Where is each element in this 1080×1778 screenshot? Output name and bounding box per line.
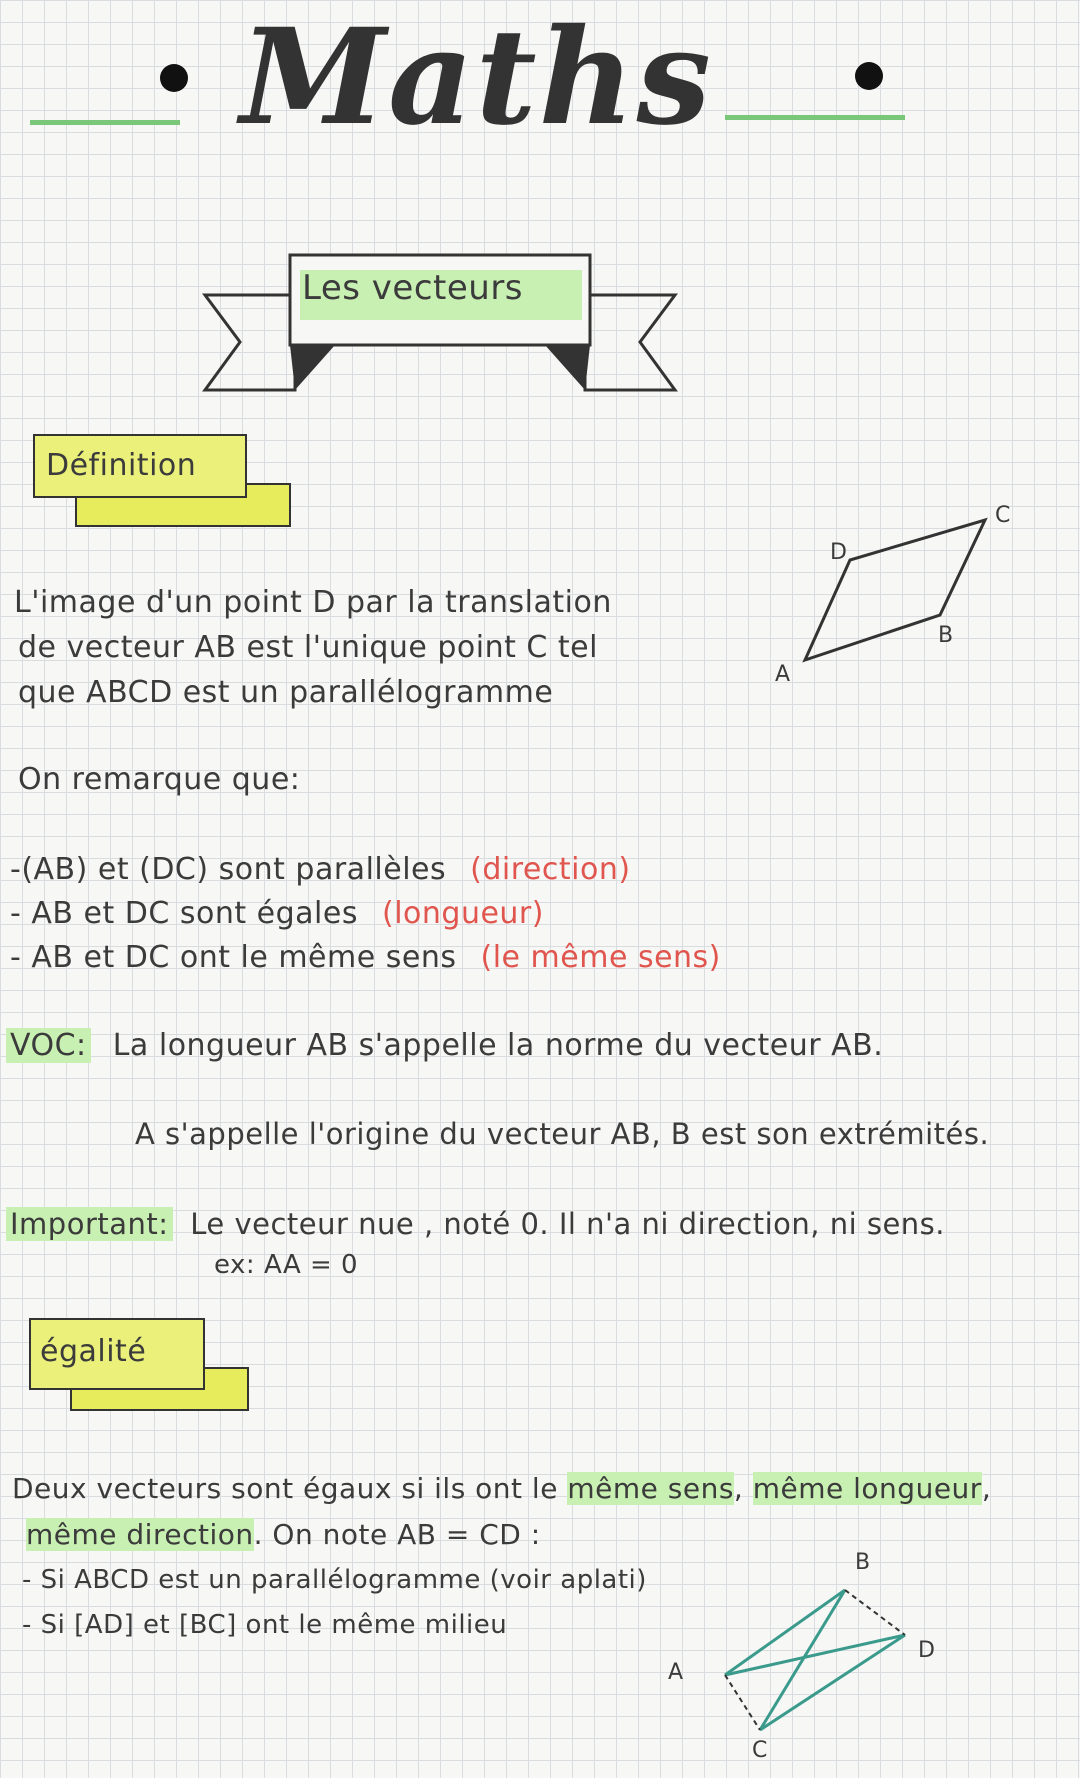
egalite-line-1 bbox=[12, 1472, 991, 1505]
page-title: Maths bbox=[240, 0, 713, 155]
title-line-left bbox=[30, 120, 180, 125]
egalite-line-1-c: , bbox=[981, 1472, 992, 1505]
voc-label: VOC: bbox=[6, 1028, 91, 1063]
egalite-line-2 bbox=[26, 1518, 541, 1551]
voc-text-1: La longueur AB s'appelle la norme du vecteur AB. bbox=[112, 1028, 884, 1063]
egalite-line-1-hl1: même sens bbox=[567, 1472, 734, 1505]
important-text: Le vecteur nue , noté 0. Il n'a ni direction, ni sens. bbox=[190, 1207, 946, 1241]
remark-item-3-text: - AB et DC ont le même sens bbox=[10, 940, 457, 975]
egalite-item-1: - Si ABCD est un parallélogramme (voir aplati) bbox=[22, 1565, 647, 1595]
point-label-c: C bbox=[995, 503, 1011, 528]
voc-line-1 bbox=[6, 1028, 883, 1063]
egalite-line-2-hl: même direction bbox=[26, 1518, 254, 1551]
egalite-line-1-hl2: même longueur bbox=[752, 1472, 982, 1505]
definition-label: Définition bbox=[46, 448, 197, 483]
egalite-line-1-b: , bbox=[733, 1472, 744, 1505]
remark-item-1 bbox=[10, 852, 631, 887]
remark-item-1-note: (direction) bbox=[470, 852, 631, 887]
remark-item-3 bbox=[10, 940, 721, 975]
remark-intro: On remarque que: bbox=[18, 762, 301, 797]
egalite-label: égalité bbox=[40, 1334, 147, 1369]
important-label: Important: bbox=[6, 1207, 173, 1241]
definition-line-1: L'image d'un point D par la translation bbox=[14, 585, 612, 620]
title-dot-right bbox=[855, 62, 883, 90]
point-label-d: D bbox=[830, 540, 848, 565]
definition-line-3: que ABCD est un parallélogramme bbox=[18, 675, 554, 710]
title-line-right bbox=[725, 115, 905, 120]
egalite-line-1-a: Deux vecteurs sont égaux si ils ont le bbox=[12, 1472, 558, 1505]
remark-item-2 bbox=[10, 896, 544, 931]
egalite-point-a: A bbox=[668, 1660, 684, 1685]
banner-title: Les vecteurs bbox=[302, 268, 524, 308]
voc-line-2: A s'appelle l'origine du vecteur AB, B est son extrémités. bbox=[135, 1117, 990, 1151]
egalite-point-b: B bbox=[855, 1550, 871, 1575]
egalite-point-d: D bbox=[918, 1638, 936, 1663]
remark-item-3-note: (le même sens) bbox=[480, 940, 721, 975]
title-dot-left bbox=[160, 64, 188, 92]
remark-item-1-text: -(AB) et (DC) sont parallèles bbox=[10, 852, 447, 887]
point-label-b: B bbox=[938, 623, 954, 648]
point-label-a: A bbox=[775, 662, 791, 687]
important-line bbox=[6, 1207, 945, 1241]
definition-line-2: de vecteur AB est l'unique point C tel bbox=[18, 630, 598, 665]
egalite-item-2: - Si [AD] et [BC] ont le même milieu bbox=[22, 1610, 508, 1640]
egalite-line-2-b: . On note AB = CD : bbox=[253, 1518, 541, 1551]
egalite-point-c: C bbox=[752, 1738, 768, 1763]
remark-item-2-text: - AB et DC sont égales bbox=[10, 896, 358, 931]
remark-item-2-note: (longueur) bbox=[382, 896, 544, 931]
important-example: ex: AA = 0 bbox=[214, 1250, 359, 1280]
